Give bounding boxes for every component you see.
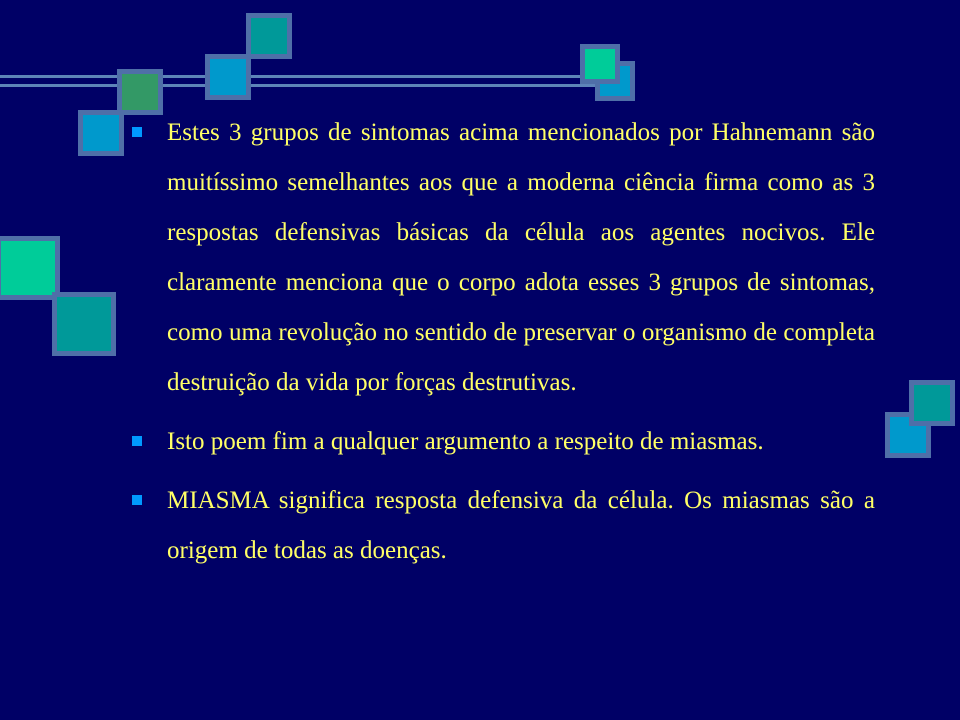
bullet-list <box>130 108 875 585</box>
bullet-text: MIASMA significa resposta defensiva da célula. Os miasmas são a origem de todas as doenças. <box>167 487 875 564</box>
bullet-item <box>130 417 875 467</box>
decor-line-top <box>0 75 600 78</box>
bullet-square-icon <box>132 495 142 505</box>
bullet-item <box>130 476 875 576</box>
bullet-square-icon <box>132 127 142 137</box>
bullet-square-icon <box>132 436 142 446</box>
decor-line-bottom <box>0 84 600 87</box>
bullet-item <box>130 108 875 408</box>
decor-square <box>580 44 620 84</box>
decor-square <box>78 110 124 156</box>
decor-square <box>52 292 116 356</box>
decor-square <box>246 13 292 59</box>
decor-square <box>909 380 955 426</box>
decor-square <box>205 54 251 100</box>
decor-square <box>0 236 60 300</box>
bullet-text: Estes 3 grupos de sintomas acima mencionados por Hahnemann são muitíssimo semelhantes aos que a moderna ciência firma como as 3 respostas defensivas básicas da célula aos agentes nocivos. Ele claramente menciona que o corpo adota esses 3 grupos de sintomas, como uma revolução no sentido de preservar o organismo de completa destruição da vida por forças destrutivas. <box>167 119 875 396</box>
bullet-text: Isto poem fim a qualquer argumento a respeito de miasmas. <box>167 428 764 455</box>
